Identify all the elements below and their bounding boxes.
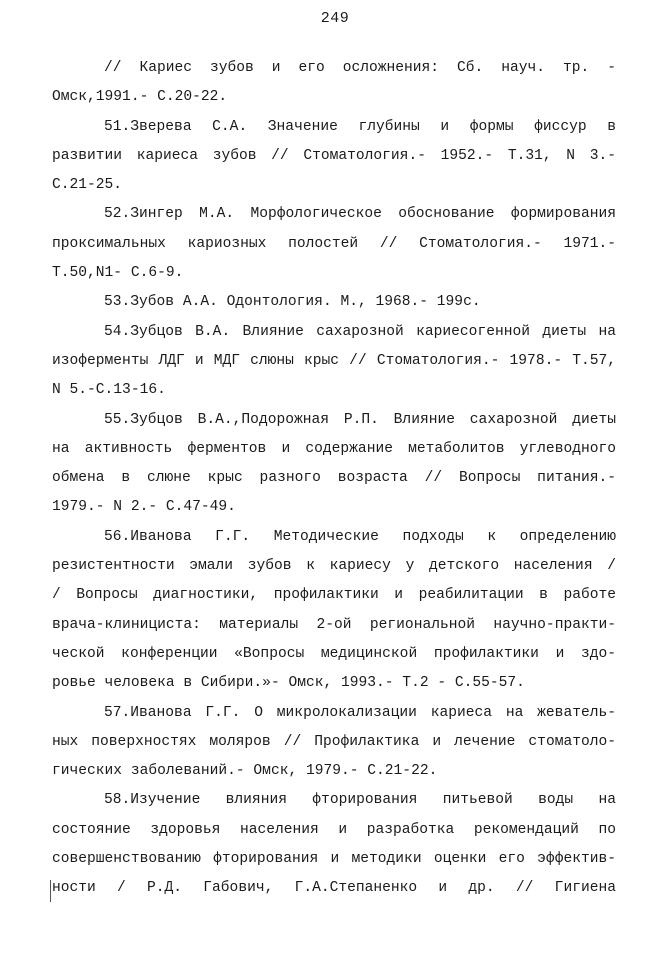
reference-line: 55.Зубцов В.А.,Подорожная Р.П. Влияние сахарозной диеты [104, 411, 616, 428]
reference-line: Омск,1991.- С.20-22. [52, 89, 228, 106]
reference-line: / Вопросы диагностики, профилактики и реабилитации в работе [52, 587, 616, 604]
reference-line: гических заболеваний.- Омск, 1979.- С.21-22. [52, 763, 438, 780]
reference-line: развитии кариеса зубов // Стоматология.- 1952.- Т.31, N 3.- [52, 147, 616, 164]
reference-line: Т.50,N1- С.6-9. [52, 265, 184, 282]
reference-line: ных поверхностях моляров // Профилактика и лечение стоматоло- [52, 733, 616, 750]
reference-line: проксимальных кариозных полостей // Стоматология.- 1971.- [52, 235, 616, 252]
reference-line: совершенствованию фторирования и методики оценки его эффектив- [52, 851, 616, 868]
reference-line: 57.Иванова Г.Г. О микролокализации кариеса на жеватель- [104, 704, 616, 721]
reference-line: 52.Зингер М.А. Морфологическое обоснование формирования [104, 206, 616, 223]
page-number: 249 [320, 10, 350, 27]
reference-line: ровье человека в Сибири.»- Омск, 1993.- Т.2 - С.55-57. [52, 675, 525, 692]
reference-line: врача-клинициста: материалы 2-ой региональной научно-практи- [52, 616, 616, 633]
reference-line: ческой конференции «Вопросы медицинской профилактики и здо- [52, 645, 616, 662]
reference-line: 51.Зверева С.А. Значение глубины и формы фиссур в [104, 118, 616, 135]
reference-line: состояние здоровья населения и разработка рекомендаций по [52, 821, 616, 838]
bibliography-list [52, 54, 616, 904]
reference-line: изоферменты ЛДГ и МДГ слюны крыс // Стоматология.- 1978.- Т.57, [52, 352, 616, 369]
reference-line: 58.Изучение влияния фторирования питьевой воды на [104, 792, 616, 809]
reference-line: обмена в слюне крыс разного возраста // Вопросы питания.- [52, 470, 616, 487]
reference-line: N 5.-С.13-16. [52, 382, 166, 399]
reference-line: 53.Зубов А.А. Одонтология. М., 1968.- 199с. [104, 294, 481, 311]
margin-mark [50, 880, 51, 902]
reference-line: // Кариес зубов и его осложнения: Сб. науч. тр. - [104, 60, 616, 76]
reference-line: резистентности эмали зубов к кариесу у детского населения / [52, 558, 616, 575]
reference-line: на активность ферментов и содержание метаболитов углеводного [52, 440, 616, 457]
reference-line: 54.Зубцов В.А. Влияние сахарозной кариесогенной диеты на [104, 323, 616, 340]
reference-line: 1979.- N 2.- С.47-49. [52, 499, 236, 516]
reference-line: ности / Р.Д. Габович, Г.А.Степаненко и др. // Гигиена [52, 880, 616, 897]
reference-line: 56.Иванова Г.Г. Методические подходы к определению [104, 528, 616, 545]
reference-line: С.21-25. [52, 177, 123, 194]
